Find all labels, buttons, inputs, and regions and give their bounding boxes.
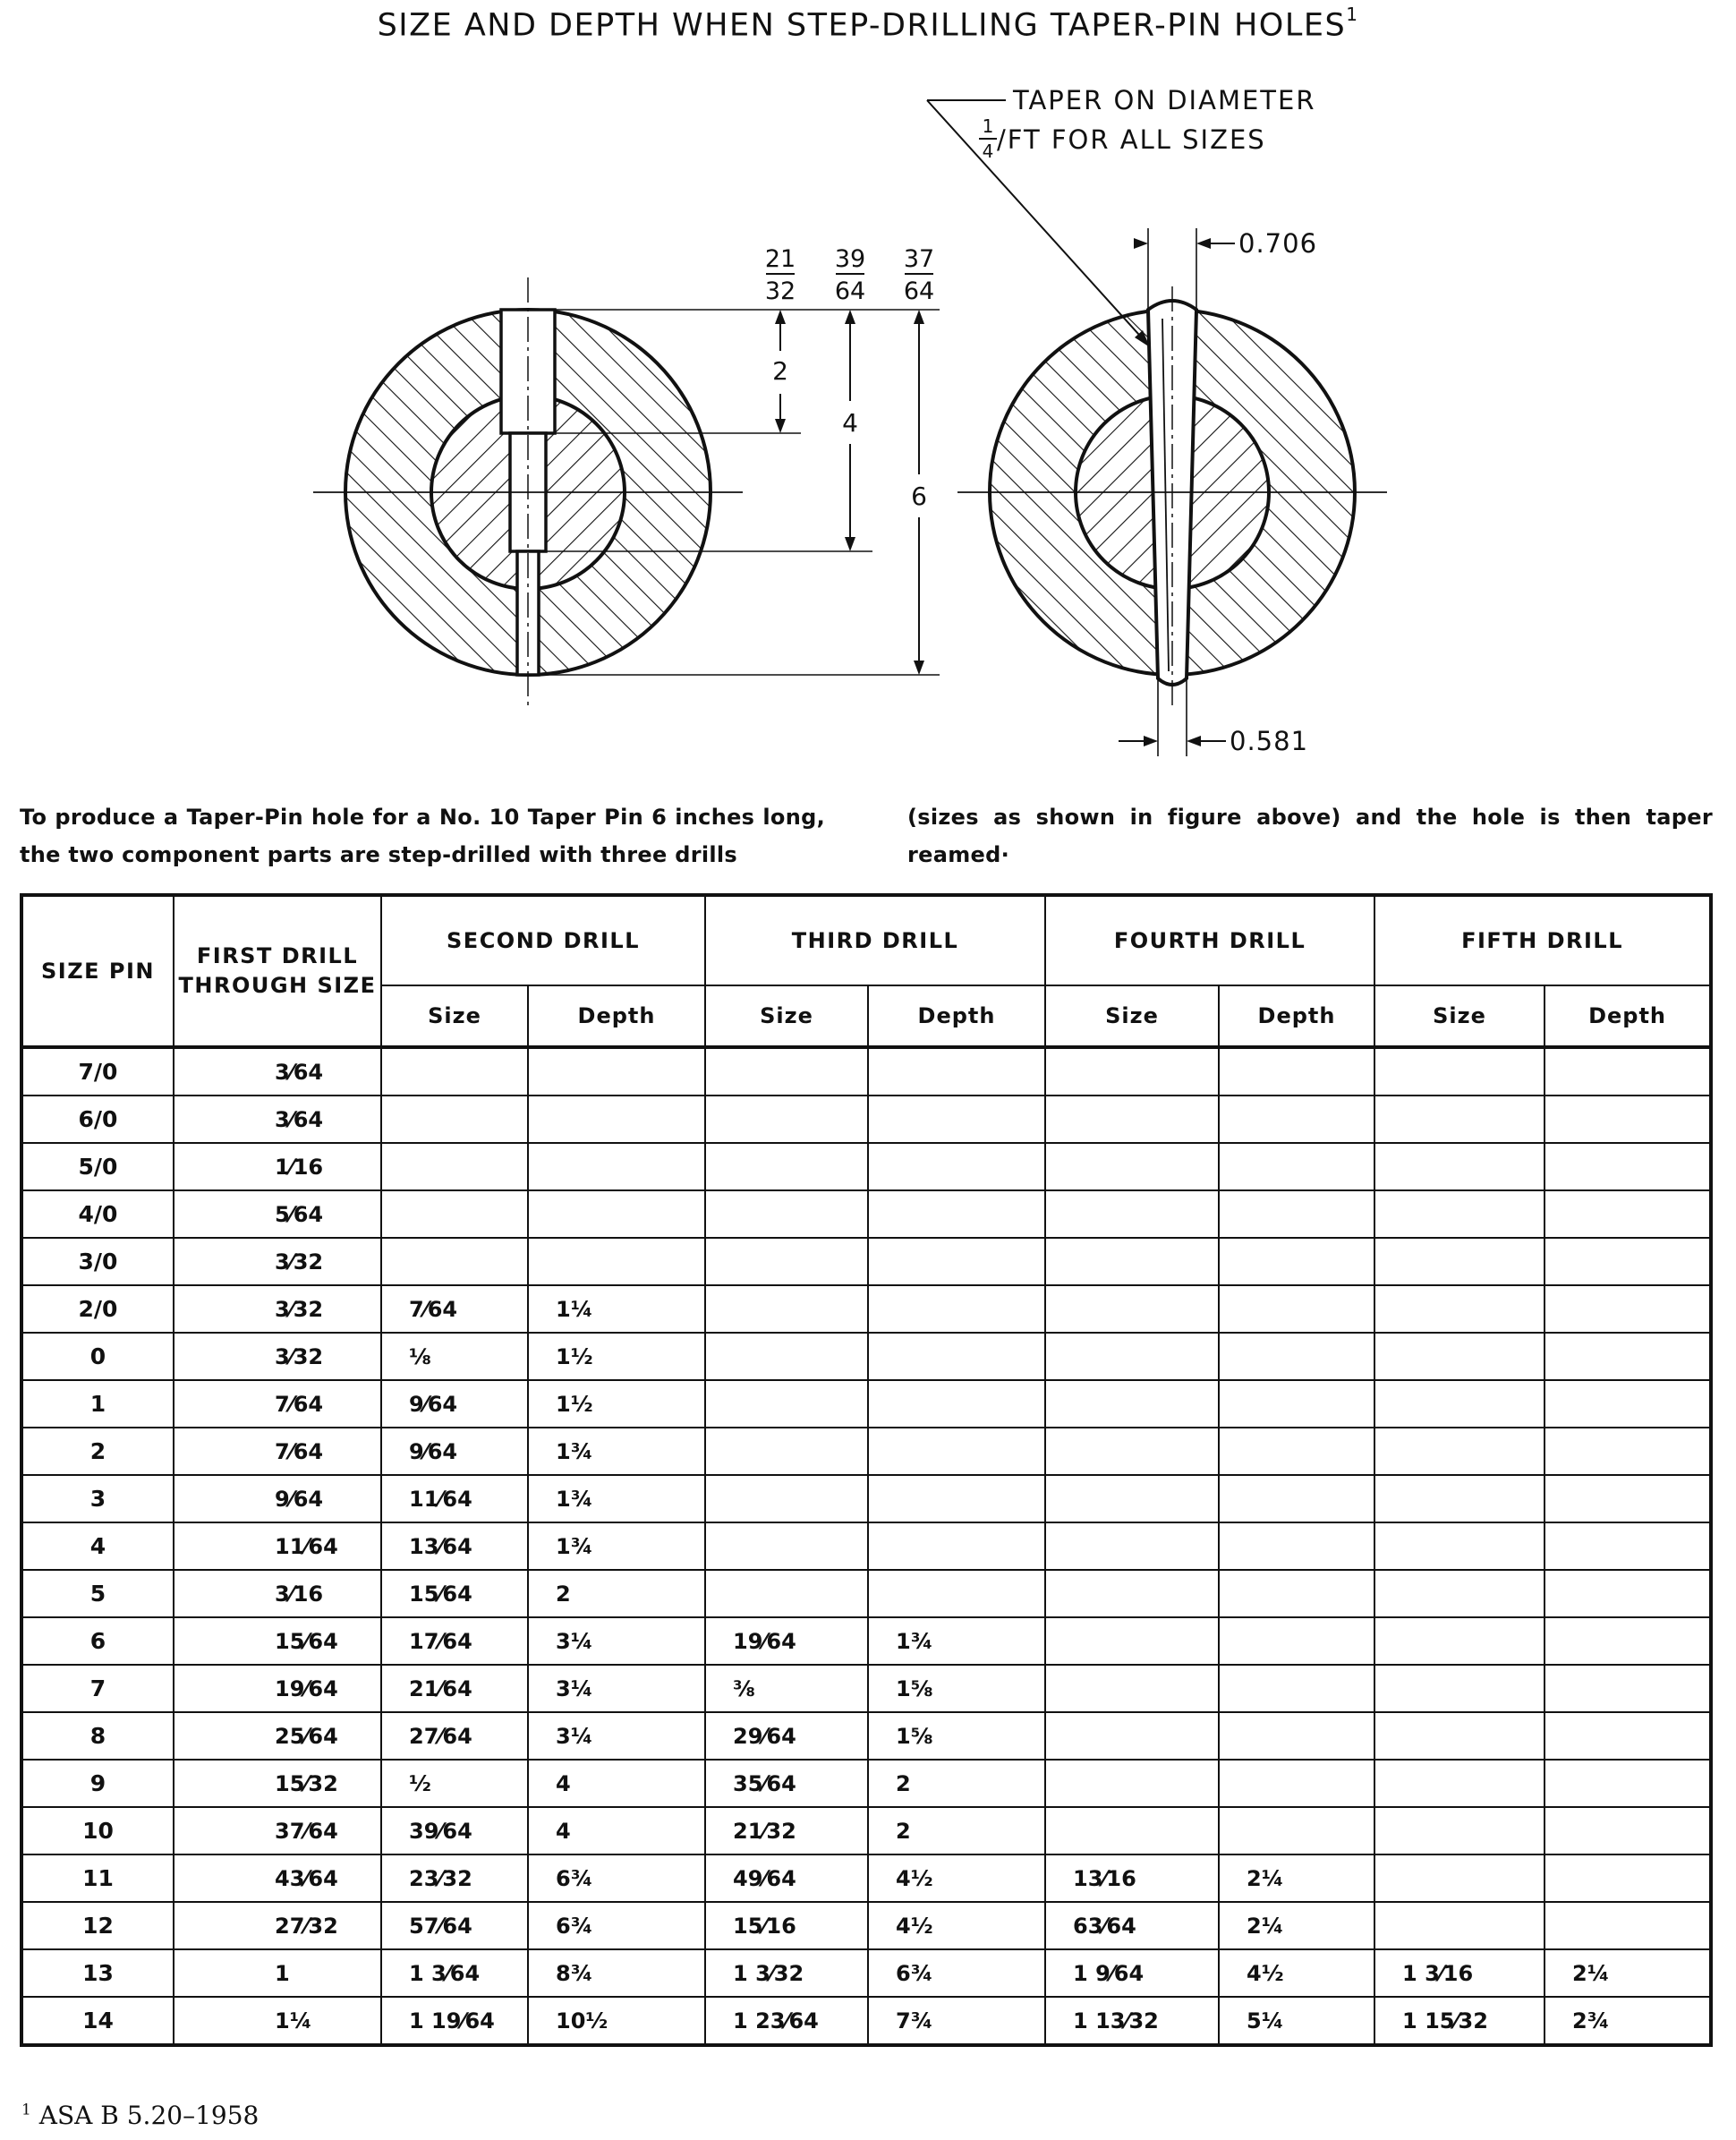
table-cell xyxy=(868,1428,1045,1475)
table-cell: 27⁄32 xyxy=(174,1902,381,1949)
title-footnote-mark: 1 xyxy=(1346,4,1359,25)
table-cell xyxy=(868,1047,1045,1096)
table-cell: 2¼ xyxy=(1545,1949,1711,1997)
table-cell xyxy=(1219,1285,1374,1333)
taper-pin-figure xyxy=(0,0,1736,770)
page-title-text: SIZE AND DEPTH WHEN STEP-DRILLING TAPER-PIN HOLES xyxy=(377,7,1347,44)
table-cell: 2 xyxy=(528,1570,705,1617)
table-cell: 1⅝ xyxy=(868,1712,1045,1760)
table-row xyxy=(21,1428,1711,1475)
table-cell: 4½ xyxy=(1219,1949,1374,1997)
taper-note-fraction-den: 4 xyxy=(982,141,994,162)
pin-size-cell: 5 xyxy=(21,1570,174,1617)
table-cell: 2¼ xyxy=(1219,1854,1374,1902)
table-cell xyxy=(1045,1522,1219,1570)
taper-note-fraction-num: 1 xyxy=(982,115,994,137)
table-cell xyxy=(705,1190,868,1238)
table-cell xyxy=(1045,1617,1219,1665)
table-cell xyxy=(868,1333,1045,1380)
table-cell xyxy=(1045,1380,1219,1428)
table-cell: 10½ xyxy=(528,1997,705,2045)
table-row xyxy=(21,1665,1711,1712)
table-cell: 1½ xyxy=(528,1380,705,1428)
dim-top-label: 0.706 xyxy=(1238,228,1318,259)
pin-size-cell: 10 xyxy=(21,1807,174,1854)
table-cell: 3⁄64 xyxy=(174,1096,381,1143)
table-cell: 7⁄64 xyxy=(174,1428,381,1475)
header-third-drill: THIRD DRILL xyxy=(705,895,1045,985)
table-row xyxy=(21,1143,1711,1190)
table-cell: 8¾ xyxy=(528,1949,705,1997)
table-cell: 1 19⁄64 xyxy=(381,1997,528,2045)
dim-top-arrows xyxy=(1134,228,1235,310)
step-drill-table xyxy=(20,893,1713,2047)
taper-note-line2: /FT FOR ALL SIZES xyxy=(997,124,1266,155)
table-cell: 1 15⁄32 xyxy=(1374,1997,1545,2045)
table-cell xyxy=(1545,1190,1711,1238)
table-cell xyxy=(705,1570,868,1617)
table-row xyxy=(21,1949,1711,1997)
pin-size-cell: 2 xyxy=(21,1428,174,1475)
table-cell xyxy=(1219,1570,1374,1617)
table-cell: 35⁄64 xyxy=(705,1760,868,1807)
table-cell xyxy=(1219,1238,1374,1285)
pin-size-cell: 14 xyxy=(21,1997,174,2045)
table-cell: 6¾ xyxy=(868,1949,1045,1997)
table-cell xyxy=(868,1190,1045,1238)
table-cell xyxy=(1219,1333,1374,1380)
table-cell xyxy=(1045,1285,1219,1333)
table-cell: 13⁄16 xyxy=(1045,1854,1219,1902)
table-cell xyxy=(1045,1712,1219,1760)
table-row xyxy=(21,1760,1711,1807)
table-cell: 39⁄64 xyxy=(381,1807,528,1854)
header-size: Size xyxy=(705,985,868,1047)
table-cell xyxy=(1219,1190,1374,1238)
table-cell xyxy=(1219,1760,1374,1807)
table-cell: 13⁄64 xyxy=(381,1522,528,1570)
header-fifth-drill: FIFTH DRILL xyxy=(1374,895,1711,985)
table-row xyxy=(21,1475,1711,1522)
footnote-text: ASA B 5.20–1958 xyxy=(38,2101,260,2130)
table-cell xyxy=(1545,1333,1711,1380)
table-cell xyxy=(1045,1143,1219,1190)
header-size: Size xyxy=(1045,985,1219,1047)
table-cell: 9⁄64 xyxy=(381,1380,528,1428)
table-cell: 57⁄64 xyxy=(381,1902,528,1949)
table-row xyxy=(21,1190,1711,1238)
table-cell xyxy=(1545,1428,1711,1475)
table-cell xyxy=(1219,1143,1374,1190)
table-cell xyxy=(705,1238,868,1285)
table-cell xyxy=(1545,1380,1711,1428)
table-cell: ½ xyxy=(381,1760,528,1807)
pin-size-cell: 4 xyxy=(21,1522,174,1570)
table-cell: 1¾ xyxy=(528,1522,705,1570)
table-cell xyxy=(381,1096,528,1143)
drill-fraction-labels xyxy=(765,245,934,305)
pin-size-cell: 6/0 xyxy=(21,1096,174,1143)
table-cell xyxy=(1219,1428,1374,1475)
pin-size-cell: 8 xyxy=(21,1712,174,1760)
table-cell xyxy=(868,1475,1045,1522)
table-cell: 1 3⁄16 xyxy=(1374,1949,1545,1997)
table-cell: 4 xyxy=(528,1760,705,1807)
table-cell xyxy=(1545,1522,1711,1570)
header-size: Size xyxy=(1374,985,1545,1047)
table-cell: 1 xyxy=(174,1949,381,1997)
table-cell: 37⁄64 xyxy=(174,1807,381,1854)
table-cell xyxy=(705,1096,868,1143)
table-row xyxy=(21,1238,1711,1285)
table-cell xyxy=(1045,1238,1219,1285)
table-cell xyxy=(1545,1143,1711,1190)
table-cell xyxy=(705,1475,868,1522)
intro-text-left: To produce a Taper-Pin hole for a No. 10 Taper Pin 6 inches long, the two component parts are step-drilled with three drills xyxy=(20,805,825,867)
table-cell xyxy=(1219,1665,1374,1712)
table-cell xyxy=(381,1238,528,1285)
table-cell xyxy=(1545,1096,1711,1143)
table-cell xyxy=(1219,1617,1374,1665)
drill-fraction-num-2: 39 xyxy=(834,245,866,273)
table-cell xyxy=(868,1143,1045,1190)
table-cell: 15⁄16 xyxy=(705,1902,868,1949)
table-cell: 11⁄64 xyxy=(174,1522,381,1570)
table-cell xyxy=(1045,1047,1219,1096)
table-cell: 7¾ xyxy=(868,1997,1045,2045)
table-row xyxy=(21,1712,1711,1760)
footnote xyxy=(21,2101,259,2130)
table-cell xyxy=(1045,1665,1219,1712)
intro-text-right: (sizes as shown in figure above) and the hole is then taper reamed· xyxy=(907,805,1713,867)
table-cell xyxy=(1219,1522,1374,1570)
drill-fraction-num-3: 37 xyxy=(903,245,935,273)
table-cell: 3¼ xyxy=(528,1712,705,1760)
pin-size-cell: 3/0 xyxy=(21,1238,174,1285)
left-cross-section xyxy=(313,277,743,707)
table-cell xyxy=(705,1380,868,1428)
table-cell: 2 xyxy=(868,1807,1045,1854)
table-cell xyxy=(1219,1380,1374,1428)
header-first-drill: FIRST DRILL THROUGH SIZE xyxy=(174,895,381,1047)
table-row xyxy=(21,1096,1711,1143)
pin-size-cell: 1 xyxy=(21,1380,174,1428)
pin-size-cell: 9 xyxy=(21,1760,174,1807)
table-cell: 7⁄64 xyxy=(174,1380,381,1428)
table-cell xyxy=(1374,1143,1545,1190)
table-cell xyxy=(528,1096,705,1143)
table-cell xyxy=(1545,1665,1711,1712)
table-cell: 9⁄64 xyxy=(381,1428,528,1475)
header-fourth-drill: FOURTH DRILL xyxy=(1045,895,1374,985)
table-cell xyxy=(1045,1760,1219,1807)
right-cross-section xyxy=(957,286,1387,707)
table-cell: 1 3⁄64 xyxy=(381,1949,528,1997)
depth-label-1: 2 xyxy=(772,356,788,386)
table-cell: 4½ xyxy=(868,1902,1045,1949)
table-cell: 25⁄64 xyxy=(174,1712,381,1760)
pin-size-cell: 7/0 xyxy=(21,1047,174,1096)
table-cell xyxy=(381,1190,528,1238)
table-row xyxy=(21,1570,1711,1617)
table-cell: 3⁄32 xyxy=(174,1238,381,1285)
table-cell: 1¾ xyxy=(868,1617,1045,1665)
table-cell: 5¼ xyxy=(1219,1997,1374,2045)
table-cell xyxy=(528,1143,705,1190)
table-cell xyxy=(1374,1428,1545,1475)
table-cell: 3¼ xyxy=(528,1665,705,1712)
table-row xyxy=(21,1854,1711,1902)
table-cell xyxy=(1045,1428,1219,1475)
pin-size-cell: 0 xyxy=(21,1333,174,1380)
table-cell: ⅛ xyxy=(381,1333,528,1380)
table-cell: 21⁄32 xyxy=(705,1807,868,1854)
table-cell xyxy=(705,1143,868,1190)
pin-size-cell: 2/0 xyxy=(21,1285,174,1333)
pin-size-cell: 4/0 xyxy=(21,1190,174,1238)
pin-size-cell: 6 xyxy=(21,1617,174,1665)
table-cell xyxy=(868,1238,1045,1285)
table-row xyxy=(21,1522,1711,1570)
table-cell xyxy=(705,1522,868,1570)
table-cell: 2 xyxy=(868,1760,1045,1807)
drill-fraction-num-1: 21 xyxy=(764,245,796,273)
table-row xyxy=(21,1047,1711,1096)
header-depth: Depth xyxy=(1545,985,1711,1047)
table-cell: 4½ xyxy=(868,1854,1045,1902)
table-cell xyxy=(1219,1096,1374,1143)
table-row xyxy=(21,1807,1711,1854)
table-cell: 3¼ xyxy=(528,1617,705,1665)
table-cell xyxy=(528,1190,705,1238)
table-cell xyxy=(705,1428,868,1475)
table-cell: 19⁄64 xyxy=(174,1665,381,1712)
table-cell: 15⁄32 xyxy=(174,1760,381,1807)
table-cell: 2¼ xyxy=(1219,1902,1374,1949)
table-cell xyxy=(1374,1285,1545,1333)
table-cell xyxy=(1374,1190,1545,1238)
table-cell xyxy=(1045,1096,1219,1143)
table-cell xyxy=(1374,1570,1545,1617)
table-cell xyxy=(1545,1854,1711,1902)
table-cell: 6¾ xyxy=(528,1902,705,1949)
table-cell xyxy=(1545,1047,1711,1096)
table-cell xyxy=(868,1570,1045,1617)
table-cell: 19⁄64 xyxy=(705,1617,868,1665)
table-cell xyxy=(528,1047,705,1096)
table-cell: 17⁄64 xyxy=(381,1617,528,1665)
table-cell: 21⁄64 xyxy=(381,1665,528,1712)
table-cell xyxy=(1219,1712,1374,1760)
table-cell: 1¾ xyxy=(528,1475,705,1522)
table-cell xyxy=(868,1096,1045,1143)
table-cell xyxy=(1045,1333,1219,1380)
table-cell: 43⁄64 xyxy=(174,1854,381,1902)
table-cell xyxy=(705,1047,868,1096)
table-header-row-1 xyxy=(21,895,1711,985)
table-cell: 1¾ xyxy=(528,1428,705,1475)
table-cell: 3⁄32 xyxy=(174,1333,381,1380)
table-cell: 1⅝ xyxy=(868,1665,1045,1712)
pin-size-cell: 11 xyxy=(21,1854,174,1902)
table-cell xyxy=(1219,1807,1374,1854)
dim-bottom-label: 0.581 xyxy=(1230,726,1309,756)
table-cell: 3⁄32 xyxy=(174,1285,381,1333)
footnote-mark: 1 xyxy=(21,2101,31,2119)
table-cell xyxy=(381,1047,528,1096)
table-cell: 23⁄32 xyxy=(381,1854,528,1902)
table-cell: 1 13⁄32 xyxy=(1045,1997,1219,2045)
table-cell xyxy=(1545,1760,1711,1807)
table-row xyxy=(21,1285,1711,1333)
drill-fraction-den-1: 32 xyxy=(764,277,796,305)
table-cell: 3⁄64 xyxy=(174,1047,381,1096)
table-cell: 29⁄64 xyxy=(705,1712,868,1760)
table-cell: ⅜ xyxy=(705,1665,868,1712)
table-cell xyxy=(381,1143,528,1190)
table-cell xyxy=(1374,1712,1545,1760)
table-cell xyxy=(1545,1617,1711,1665)
table-cell xyxy=(1045,1570,1219,1617)
table-cell: 5⁄64 xyxy=(174,1190,381,1238)
table-cell: 27⁄64 xyxy=(381,1712,528,1760)
header-size: Size xyxy=(381,985,528,1047)
table-cell: 15⁄64 xyxy=(381,1570,528,1617)
table-cell xyxy=(528,1238,705,1285)
table-cell xyxy=(1545,1285,1711,1333)
table-cell xyxy=(1374,1047,1545,1096)
table-cell xyxy=(1374,1665,1545,1712)
table-row xyxy=(21,1333,1711,1380)
table-cell xyxy=(1374,1096,1545,1143)
table-cell: 1¼ xyxy=(528,1285,705,1333)
table-cell: 1 23⁄64 xyxy=(705,1997,868,2045)
depth-label-2: 4 xyxy=(842,408,858,438)
pin-size-cell: 12 xyxy=(21,1902,174,1949)
table-cell xyxy=(1545,1712,1711,1760)
table-cell: 9⁄64 xyxy=(174,1475,381,1522)
header-depth: Depth xyxy=(868,985,1045,1047)
table-cell: 49⁄64 xyxy=(705,1854,868,1902)
table-row xyxy=(21,1617,1711,1665)
taper-note-line1: TAPER ON DIAMETER xyxy=(1013,85,1316,115)
table-cell xyxy=(1045,1475,1219,1522)
table-cell xyxy=(1545,1475,1711,1522)
drill-fraction-den-2: 64 xyxy=(834,277,866,305)
table-cell xyxy=(1374,1807,1545,1854)
table-cell: 6¾ xyxy=(528,1854,705,1902)
table-cell: 1¼ xyxy=(174,1997,381,2045)
header-depth: Depth xyxy=(1219,985,1374,1047)
table-cell xyxy=(1219,1047,1374,1096)
table-body xyxy=(21,1047,1711,2045)
table-cell xyxy=(1374,1380,1545,1428)
table-cell xyxy=(1545,1570,1711,1617)
table-cell: 1 3⁄32 xyxy=(705,1949,868,1997)
table-cell: 1 9⁄64 xyxy=(1045,1949,1219,1997)
table-cell xyxy=(1545,1238,1711,1285)
pin-size-cell: 5/0 xyxy=(21,1143,174,1190)
table-cell xyxy=(1374,1760,1545,1807)
table-cell xyxy=(1374,1238,1545,1285)
table-cell: 63⁄64 xyxy=(1045,1902,1219,1949)
table-row xyxy=(21,1902,1711,1949)
table-cell: 3⁄16 xyxy=(174,1570,381,1617)
table-cell xyxy=(868,1380,1045,1428)
table-cell xyxy=(1374,1522,1545,1570)
pin-size-cell: 3 xyxy=(21,1475,174,1522)
header-depth: Depth xyxy=(528,985,705,1047)
table-cell xyxy=(1374,1617,1545,1665)
table-cell: 1⁄16 xyxy=(174,1143,381,1190)
table-cell xyxy=(1545,1902,1711,1949)
table-row xyxy=(21,1380,1711,1428)
table-cell xyxy=(1545,1807,1711,1854)
header-size-pin: SIZE PIN xyxy=(21,895,174,1047)
table-cell: 11⁄64 xyxy=(381,1475,528,1522)
table-cell xyxy=(1374,1333,1545,1380)
table-cell xyxy=(1219,1475,1374,1522)
table-cell xyxy=(1374,1475,1545,1522)
header-second-drill: SECOND DRILL xyxy=(381,895,705,985)
table-cell: 4 xyxy=(528,1807,705,1854)
table-cell: 15⁄64 xyxy=(174,1617,381,1665)
table-cell xyxy=(1374,1902,1545,1949)
table-cell xyxy=(868,1522,1045,1570)
table-cell xyxy=(868,1285,1045,1333)
table-cell xyxy=(705,1285,868,1333)
depth-label-3: 6 xyxy=(911,482,927,511)
pin-size-cell: 13 xyxy=(21,1949,174,1997)
pin-size-cell: 7 xyxy=(21,1665,174,1712)
drill-fraction-den-3: 64 xyxy=(903,277,935,305)
table-cell xyxy=(1045,1807,1219,1854)
table-cell xyxy=(1045,1190,1219,1238)
table-cell: 7⁄64 xyxy=(381,1285,528,1333)
table-cell xyxy=(1374,1854,1545,1902)
table-cell: 2¾ xyxy=(1545,1997,1711,2045)
table-row xyxy=(21,1997,1711,2045)
table-cell: 1½ xyxy=(528,1333,705,1380)
table-cell xyxy=(705,1333,868,1380)
